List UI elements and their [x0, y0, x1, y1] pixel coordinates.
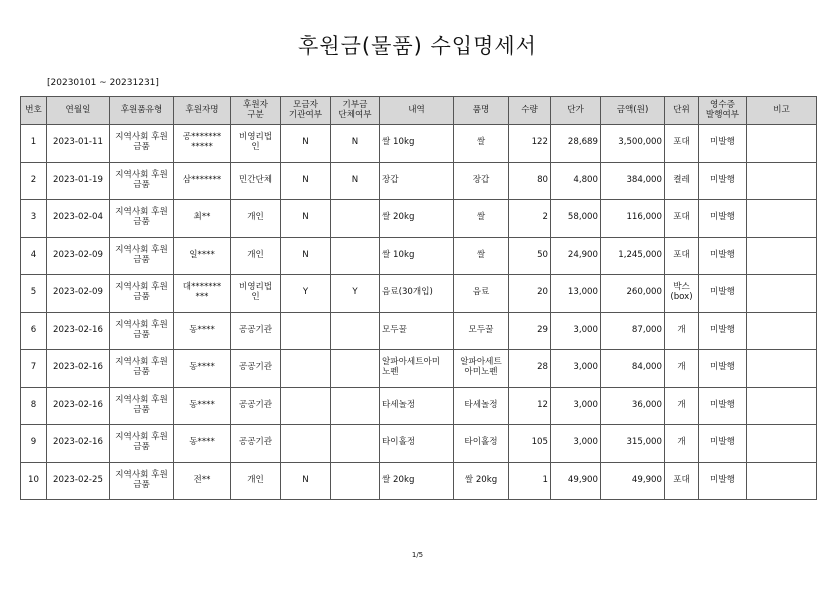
cell-type: 지역사회 후원 금품: [110, 237, 174, 275]
column-header-donor-kind: 후원자 구분: [231, 97, 281, 125]
cell-receipt: 미발행: [699, 162, 747, 200]
cell-item: 쌀: [454, 237, 509, 275]
cell-donor-kind: 공공기관: [231, 312, 281, 350]
cell-qty: 50: [509, 237, 551, 275]
column-header-unit: 단위: [665, 97, 699, 125]
cell-donor-kind: 개인: [231, 200, 281, 238]
table-body: [21, 125, 817, 500]
cell-unit-price: 4,800: [551, 162, 601, 200]
cell-donor-kind: 공공기관: [231, 350, 281, 388]
cell-unit-price: 3,000: [551, 387, 601, 425]
cell-group: [331, 350, 380, 388]
cell-receipt: 미발행: [699, 312, 747, 350]
column-header-group: 기부금 단체여부: [331, 97, 380, 125]
column-header-item: 품명: [454, 97, 509, 125]
column-header-no: 번호: [21, 97, 47, 125]
cell-unit-price: 3,000: [551, 312, 601, 350]
cell-no: 5: [21, 275, 47, 313]
cell-unit: 포대: [665, 125, 699, 163]
table-row: [21, 162, 817, 200]
cell-amount: 315,000: [601, 425, 665, 463]
cell-donor-kind: 공공기관: [231, 425, 281, 463]
cell-date: 2023-02-09: [47, 275, 110, 313]
cell-type: 지역사회 후원 금품: [110, 387, 174, 425]
table-row: [21, 125, 817, 163]
cell-item: 모두꿀: [454, 312, 509, 350]
cell-donor-kind: 민간단체: [231, 162, 281, 200]
cell-receipt: 미발행: [699, 387, 747, 425]
cell-amount: 87,000: [601, 312, 665, 350]
cell-date: 2023-02-16: [47, 387, 110, 425]
cell-type: 지역사회 후원 금품: [110, 462, 174, 500]
cell-qty: 105: [509, 425, 551, 463]
cell-item: 타이홀정: [454, 425, 509, 463]
page-number: 1/5: [411, 551, 424, 559]
cell-desc: 쌀 20kg: [380, 462, 454, 500]
cell-amount: 49,900: [601, 462, 665, 500]
cell-type: 지역사회 후원 금품: [110, 275, 174, 313]
cell-fundraiser: [281, 350, 331, 388]
table-row: [21, 387, 817, 425]
column-header-donor: 후원자명: [174, 97, 231, 125]
table-row: [21, 350, 817, 388]
cell-date: 2023-02-25: [47, 462, 110, 500]
cell-item: 타세놀정: [454, 387, 509, 425]
cell-qty: 80: [509, 162, 551, 200]
cell-note: [747, 125, 817, 163]
cell-item: 쌀 20kg: [454, 462, 509, 500]
table-row: [21, 275, 817, 313]
cell-unit-price: 58,000: [551, 200, 601, 238]
cell-donor-kind: 비영리법 인: [231, 125, 281, 163]
table-row: [21, 425, 817, 463]
cell-desc: 음료(30개입): [380, 275, 454, 313]
cell-note: [747, 200, 817, 238]
cell-donor-kind: 개인: [231, 462, 281, 500]
cell-qty: 122: [509, 125, 551, 163]
cell-unit-price: 24,900: [551, 237, 601, 275]
cell-type: 지역사회 후원 금품: [110, 125, 174, 163]
cell-no: 6: [21, 312, 47, 350]
cell-date: 2023-02-09: [47, 237, 110, 275]
column-header-desc: 내역: [380, 97, 454, 125]
cell-unit-price: 28,689: [551, 125, 601, 163]
cell-donor-kind: 개인: [231, 237, 281, 275]
cell-item: 쌀: [454, 125, 509, 163]
cell-no: 9: [21, 425, 47, 463]
cell-unit: 개: [665, 425, 699, 463]
cell-date: 2023-02-16: [47, 350, 110, 388]
cell-date: 2023-02-16: [47, 312, 110, 350]
cell-qty: 12: [509, 387, 551, 425]
cell-amount: 1,245,000: [601, 237, 665, 275]
cell-group: [331, 462, 380, 500]
cell-no: 8: [21, 387, 47, 425]
column-header-fundraiser: 모금자 기관여부: [281, 97, 331, 125]
cell-unit: 포대: [665, 462, 699, 500]
cell-date: 2023-02-16: [47, 425, 110, 463]
cell-receipt: 미발행: [699, 425, 747, 463]
cell-fundraiser: N: [281, 162, 331, 200]
cell-date: 2023-01-11: [47, 125, 110, 163]
cell-item: 알파아세트 아미노펜: [454, 350, 509, 388]
cell-fundraiser: [281, 312, 331, 350]
cell-fundraiser: N: [281, 125, 331, 163]
cell-group: N: [331, 125, 380, 163]
cell-amount: 36,000: [601, 387, 665, 425]
cell-type: 지역사회 후원 금품: [110, 200, 174, 238]
column-header-type: 후원품유형: [110, 97, 174, 125]
cell-receipt: 미발행: [699, 125, 747, 163]
cell-group: [331, 387, 380, 425]
cell-donor: 일****: [174, 237, 231, 275]
cell-group: N: [331, 162, 380, 200]
report-period: [20230101 ~ 20231231]: [47, 78, 159, 88]
cell-unit: 켤레: [665, 162, 699, 200]
cell-note: [747, 350, 817, 388]
table-row: [21, 462, 817, 500]
column-header-receipt: 영수증 발행여부: [699, 97, 747, 125]
cell-fundraiser: [281, 425, 331, 463]
cell-donor: 삼*******: [174, 162, 231, 200]
column-header-unit-price: 단가: [551, 97, 601, 125]
cell-donor-kind: 공공기관: [231, 387, 281, 425]
cell-desc: 타세놀정: [380, 387, 454, 425]
cell-fundraiser: N: [281, 462, 331, 500]
document-title: 후원금(물품) 수입명세서: [298, 34, 537, 58]
cell-amount: 3,500,000: [601, 125, 665, 163]
cell-amount: 116,000: [601, 200, 665, 238]
table-row: [21, 237, 817, 275]
cell-group: [331, 200, 380, 238]
cell-group: [331, 237, 380, 275]
cell-fundraiser: N: [281, 200, 331, 238]
cell-receipt: 미발행: [699, 275, 747, 313]
cell-unit: 포대: [665, 200, 699, 238]
cell-desc: 쌀 10kg: [380, 125, 454, 163]
cell-no: 4: [21, 237, 47, 275]
cell-unit: 박스 (box): [665, 275, 699, 313]
cell-no: 10: [21, 462, 47, 500]
cell-fundraiser: N: [281, 237, 331, 275]
cell-desc: 모두꿀: [380, 312, 454, 350]
cell-note: [747, 275, 817, 313]
cell-unit-price: 49,900: [551, 462, 601, 500]
column-header-note: 비고: [747, 97, 817, 125]
cell-desc: 쌀 10kg: [380, 237, 454, 275]
cell-unit-price: 13,000: [551, 275, 601, 313]
cell-donor: 최**: [174, 200, 231, 238]
cell-donor: 동****: [174, 312, 231, 350]
cell-fundraiser: [281, 387, 331, 425]
cell-unit: 개: [665, 387, 699, 425]
cell-item: 장갑: [454, 162, 509, 200]
cell-receipt: 미발행: [699, 350, 747, 388]
cell-donor: 동****: [174, 425, 231, 463]
cell-no: 7: [21, 350, 47, 388]
cell-donor: 동****: [174, 387, 231, 425]
cell-amount: 260,000: [601, 275, 665, 313]
cell-qty: 2: [509, 200, 551, 238]
cell-donor: 전**: [174, 462, 231, 500]
donation-income-table: [20, 96, 817, 500]
cell-no: 2: [21, 162, 47, 200]
column-header-qty: 수량: [509, 97, 551, 125]
cell-note: [747, 425, 817, 463]
column-header-date: 연월일: [47, 97, 110, 125]
cell-unit: 포대: [665, 237, 699, 275]
cell-group: [331, 312, 380, 350]
cell-donor: 공******* *****: [174, 125, 231, 163]
cell-unit: 개: [665, 350, 699, 388]
cell-no: 1: [21, 125, 47, 163]
cell-donor: 동****: [174, 350, 231, 388]
cell-desc: 장갑: [380, 162, 454, 200]
cell-receipt: 미발행: [699, 237, 747, 275]
cell-group: [331, 425, 380, 463]
cell-desc: 알파아세트아미 노펜: [380, 350, 454, 388]
cell-item: 음료: [454, 275, 509, 313]
cell-note: [747, 312, 817, 350]
cell-type: 지역사회 후원 금품: [110, 350, 174, 388]
cell-qty: 29: [509, 312, 551, 350]
cell-receipt: 미발행: [699, 462, 747, 500]
cell-unit-price: 3,000: [551, 350, 601, 388]
cell-note: [747, 387, 817, 425]
column-header-amount: 금액(원): [601, 97, 665, 125]
table-row: [21, 312, 817, 350]
cell-qty: 1: [509, 462, 551, 500]
cell-note: [747, 237, 817, 275]
cell-type: 지역사회 후원 금품: [110, 425, 174, 463]
cell-note: [747, 462, 817, 500]
table-row: [21, 200, 817, 238]
cell-date: 2023-02-04: [47, 200, 110, 238]
cell-group: Y: [331, 275, 380, 313]
cell-item: 쌀: [454, 200, 509, 238]
cell-amount: 384,000: [601, 162, 665, 200]
cell-type: 지역사회 후원 금품: [110, 312, 174, 350]
cell-donor: 대******* ***: [174, 275, 231, 313]
cell-date: 2023-01-19: [47, 162, 110, 200]
cell-qty: 28: [509, 350, 551, 388]
cell-type: 지역사회 후원 금품: [110, 162, 174, 200]
cell-donor-kind: 비영리법 인: [231, 275, 281, 313]
cell-desc: 타이홀정: [380, 425, 454, 463]
cell-unit: 개: [665, 312, 699, 350]
cell-note: [747, 162, 817, 200]
cell-receipt: 미발행: [699, 200, 747, 238]
cell-qty: 20: [509, 275, 551, 313]
cell-unit-price: 3,000: [551, 425, 601, 463]
table-header-row: [21, 97, 817, 125]
cell-amount: 84,000: [601, 350, 665, 388]
cell-fundraiser: Y: [281, 275, 331, 313]
cell-no: 3: [21, 200, 47, 238]
cell-desc: 쌀 20kg: [380, 200, 454, 238]
